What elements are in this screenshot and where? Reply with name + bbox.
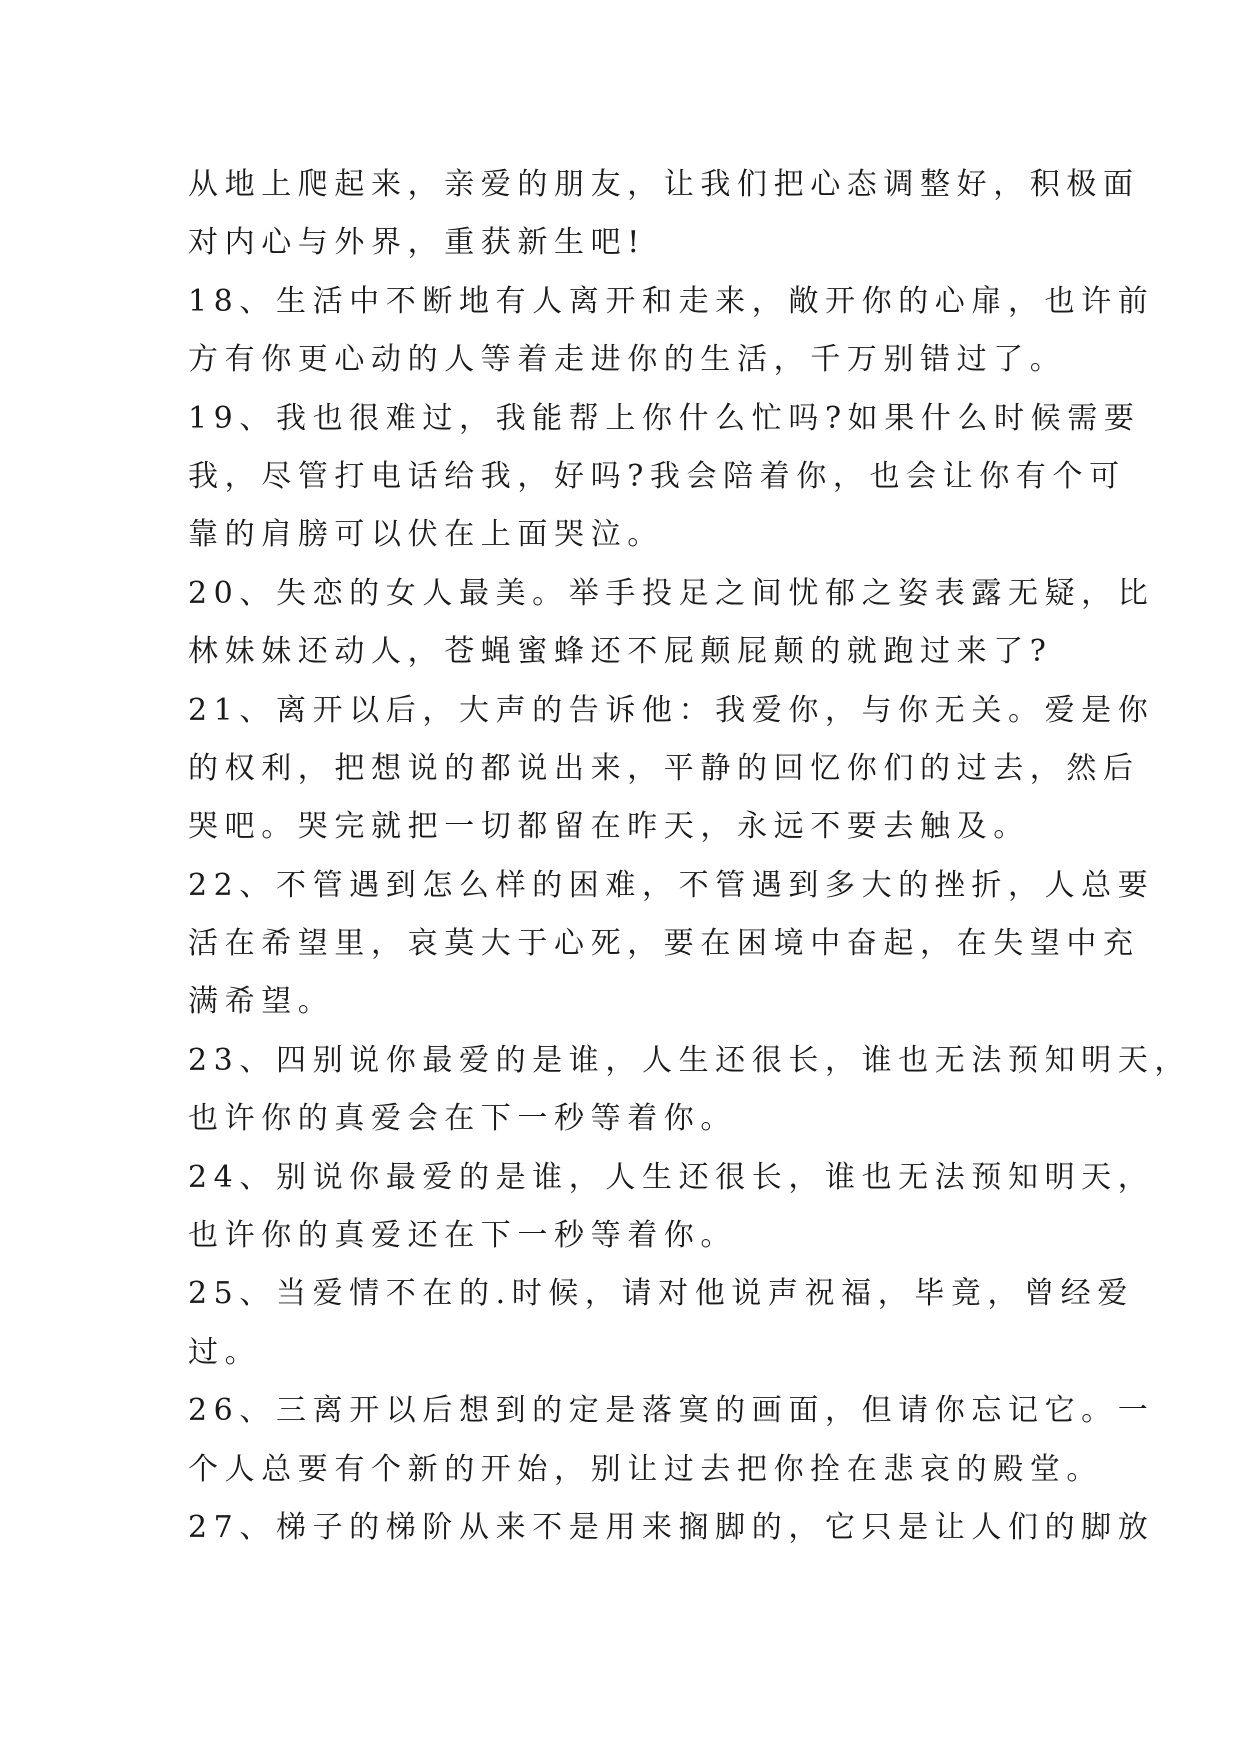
text-line: 靠的肩膀可以伏在上面哭泣。 [188,517,664,553]
text-line: 也许你的真爱还在下一秒等着你。 [188,1218,737,1254]
text-line: 我，尽管打电话给我，好吗?我会陪着你，也会让你有个可 [188,458,1126,494]
text-line: 从地上爬起来，亲爱的朋友，让我们把心态调整好，积极面 [188,167,1140,202]
text-line: 20、失恋的女人最美。举手投足之间忧郁之姿表露无疑，比 [188,575,1155,611]
text-line: 21、离开以后，大声的告诉他：我爱你，与你无关。爱是你 [188,692,1155,728]
text-line: 活在希望里，哀莫大于心死，要在困境中奋起，在失望中充 [188,926,1140,962]
text-line: 方有你更心动的人等着走进你的生活，千万别错过了。 [188,342,1067,378]
text-line: 23、四别说你最爱的是谁，人生还很长，谁也无法预知明天， [188,1042,1191,1078]
text-line: 哭吧。哭完就把一切都留在昨天，永远不要去触及。 [188,809,1030,845]
text-line: 25、当爱情不在的.时候，请对他说声祝福，毕竟，曾经爱 [188,1276,1134,1312]
text-line: 的权利，把想说的都说出来，平静的回忆你们的过去，然后 [188,750,1140,786]
text-line: 27、梯子的梯阶从来不是用来搁脚的，它只是让人们的脚放 [188,1509,1155,1545]
text-line: 26、三离开以后想到的定是落寞的画面，但请你忘记它。一 [188,1393,1155,1429]
text-line: 个人总要有个新的开始，别让过去把你拴在悲哀的殿堂。 [188,1451,1103,1487]
text-line: 18、生活中不断地有人离开和走来，敞开你的心扉，也许前 [188,283,1155,319]
text-line: 满希望。 [188,984,335,1020]
text-line: 也许你的真爱会在下一秒等着你。 [188,1101,737,1137]
text-line: 对内心与外界，重获新生吧! [188,225,646,261]
document-body [188,156,1191,1557]
text-line: 林妹妹还动人，苍蝇蜜蜂还不屁颠屁颠的就跑过来了? [188,634,1053,670]
text-line: 24、别说你最爱的是谁，人生还很长，谁也无法预知明天， [188,1159,1155,1195]
text-line: 19、我也很难过，我能帮上你什么忙吗?如果什么时候需要 [188,400,1141,436]
text-line: 过。 [188,1334,262,1370]
text-line: 22、不管遇到怎么样的困难，不管遇到多大的挫折，人总要 [188,867,1155,903]
